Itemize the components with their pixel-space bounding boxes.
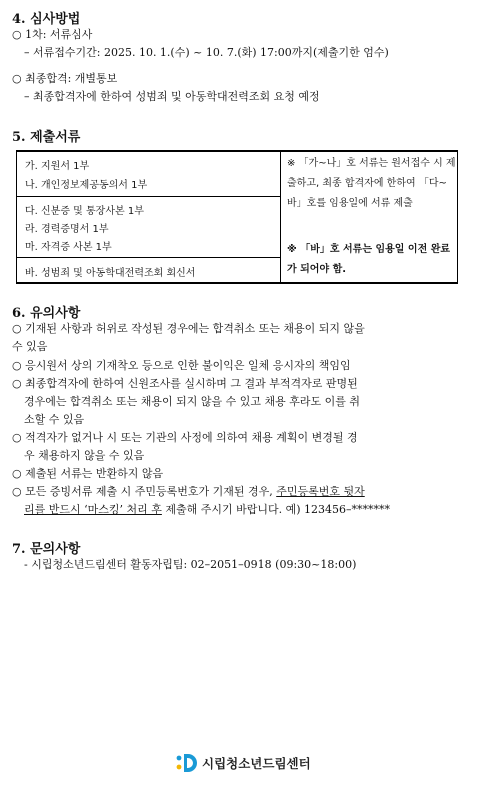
section-6-title: 6. 유의사항 bbox=[12, 306, 81, 321]
sec6-line: ○ 최종합격자에 한하여 신원조사를 실시하며 그 결과 부적격자로 판명된 bbox=[12, 377, 358, 390]
doc-item: 라. 경력증명서 1부 bbox=[25, 224, 109, 235]
documents-table bbox=[16, 150, 458, 284]
sec6-underlined-text: 주민등록번호 뒷자 bbox=[276, 485, 365, 498]
sec6-line: ○ 기재된 사항과 허위로 작성된 경우에는 합격취소 또는 채용이 되지 않을 bbox=[12, 322, 365, 335]
sec6-line bbox=[24, 502, 390, 518]
sec4-line-1: ○ 1차: 서류심사 bbox=[12, 28, 93, 41]
sec6-line bbox=[12, 484, 365, 500]
sec6-line: 수 있음 bbox=[12, 340, 48, 353]
section-5-title: 5. 제출서류 bbox=[12, 130, 81, 145]
doc-item: 바. 성범죄 및 아동학대전력조회 회신서 bbox=[25, 268, 196, 279]
sec6-underlined-text: 리를 반드시 ‘마스킹’ 처리 후 bbox=[24, 503, 162, 516]
sec7-line-1: - 시립청소년드림센터 활동자립팀: 02–2051–0918 (09:30~18:00) bbox=[24, 558, 357, 571]
sec6-line: ○ 응시원서 상의 기재착오 등으로 인한 불이익은 일체 응시자의 책임임 bbox=[12, 359, 351, 372]
section-4-title: 4. 심사방법 bbox=[12, 12, 81, 27]
doc-item: 가. 지원서 1부 bbox=[25, 161, 90, 172]
table-row bbox=[17, 152, 280, 196]
doc-item: 다. 신분증 및 통장사본 1부 bbox=[25, 206, 144, 217]
center-logo bbox=[176, 752, 311, 774]
note-text-2: ※ 「바」호 서류는 임용일 이전 완료가 되어야 함. bbox=[287, 244, 451, 275]
sec4-line-4: – 최종합격자에 한하여 성범죄 및 아동학대전력조회 요청 예정 bbox=[24, 90, 320, 103]
logo-text: 시립청소년드림센터 bbox=[202, 756, 311, 771]
sec6-line: ○ 적격자가 없거나 시 또는 기관의 사정에 의하여 채용 계획이 변경될 경 bbox=[12, 431, 358, 444]
sec6-line: ○ 제출된 서류는 반환하지 않음 bbox=[12, 467, 164, 480]
sec6-line: 소할 수 있음 bbox=[24, 413, 85, 426]
table-row bbox=[17, 257, 280, 282]
note-text-1: ※ 「가~나」호 서류는 원서접수 시 제출하고, 최종 합격자에 한하여 「다~바」호를 임용일에 서류 제출 bbox=[287, 158, 456, 209]
sec6-line: 우 채용하지 않을 수 있음 bbox=[24, 449, 145, 462]
sec6-line: 경우에는 합격취소 또는 채용이 되지 않을 수 있고 채용 후라도 이를 취 bbox=[24, 395, 360, 408]
logo-mark-icon bbox=[176, 752, 198, 774]
sec6-text: ○ 모든 증빙서류 제출 시 주민등록번호가 기재된 경우, bbox=[12, 485, 277, 498]
sec4-line-3: ○ 최종합격: 개별통보 bbox=[12, 72, 118, 85]
doc-item: 나. 개인정보제공동의서 1부 bbox=[25, 180, 148, 191]
sec6-text: 제출해 주시기 바랍니다. 예) 123456–******* bbox=[161, 503, 391, 516]
section-7-title: 7. 문의사항 bbox=[12, 542, 81, 557]
doc-item: 마. 자격증 사본 1부 bbox=[25, 242, 112, 253]
table-row bbox=[17, 196, 280, 257]
documents-list bbox=[17, 152, 281, 282]
sec4-line-2: – 서류접수기간: 2025. 10. 1.(수) ~ 10. 7.(화) 17:00까지(제출기한 엄수) bbox=[24, 46, 389, 59]
documents-note bbox=[281, 152, 457, 282]
